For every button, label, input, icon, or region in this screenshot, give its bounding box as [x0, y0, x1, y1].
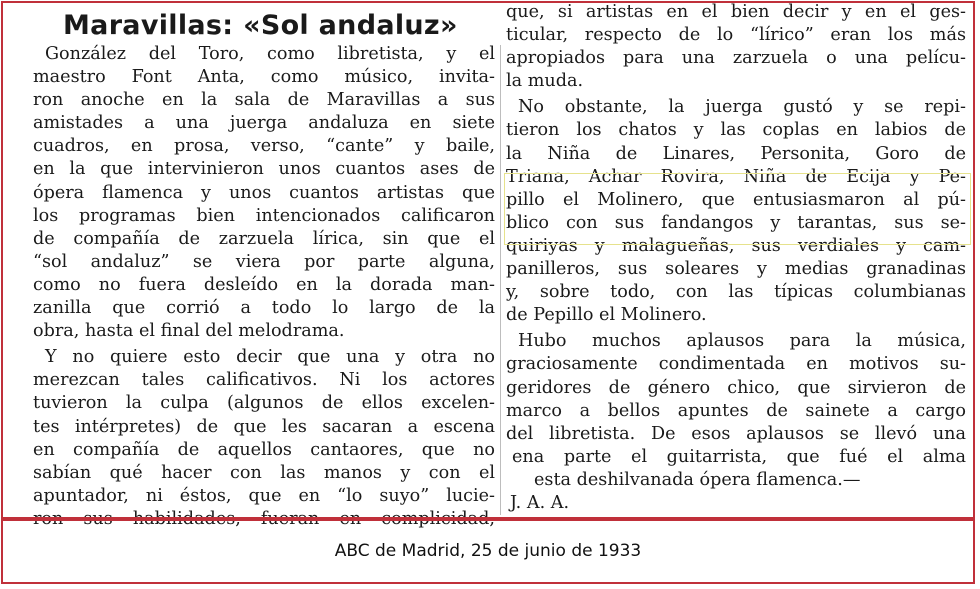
text-line: zanilla que corrió a todo lo largo de la	[33, 298, 495, 319]
author-signature: J. A. A.	[510, 492, 570, 513]
text-line: tes intérpretes) de que les sacaran a escena	[33, 416, 495, 437]
text-line: la Niña de Linares, Personita, Goro de	[506, 143, 966, 164]
paragraph-3	[506, 96, 966, 327]
text-line: que, si artistas en el bien decir y en el ges-	[506, 2, 966, 22]
text-line: panilleros, sus soleares y medias granadinas	[506, 259, 966, 280]
text-line: de compañía de zarzuela lírica, sin que el	[33, 228, 495, 249]
text-line: obra, hasta el final del melodrama.	[33, 321, 345, 342]
text-line: la muda.	[506, 71, 584, 92]
text-line: sabían qué hacer con las manos y con el	[33, 462, 495, 483]
text-line: ron anoche en la sala de Maravillas a sus	[33, 90, 495, 111]
paragraph-1	[33, 43, 495, 343]
paragraph-4	[506, 330, 966, 515]
text-line: González del Toro, como libretista, y el	[45, 44, 495, 64]
text-line: amistades a una juerga andaluza en siete	[33, 113, 495, 134]
text-line: del libretista. De esos aplausos se llevó una	[506, 423, 966, 444]
text-line: y, sobre todo, con las típicas columbianas	[506, 282, 966, 303]
text-line: quiriyas y malagueñas, sus verdiales y cam-	[506, 235, 966, 256]
text-line: geridores de género chico, que sirvieron de	[506, 377, 966, 398]
text-line: ticular, respecto de lo “lírico” eran los más	[506, 25, 966, 46]
paragraph-2-cont	[506, 1, 966, 93]
text-line: tieron los chatos y las coplas en labios de	[506, 120, 966, 141]
text-line: marco a bellos apuntes de sainete a cargo	[506, 400, 966, 421]
text-line: Triana, Achar Rovira, Niña de Ecija y Pe-	[506, 166, 966, 187]
right-column	[506, 1, 966, 515]
text-line: tuvieron la culpa (algunos de ellos excelen-	[33, 393, 495, 414]
text-line: No obstante, la juerga gustó y se repi-	[518, 97, 966, 118]
column-divider	[500, 45, 501, 515]
text-line: en compañía de aquellos cantaores, que no	[33, 439, 495, 460]
text-line: “sol andaluz” se viera por parte alguna,	[33, 251, 495, 272]
text-line: cuadros, en prosa, verso, “cante” y baile,	[33, 136, 495, 157]
text-line: graciosamente condimentada en motivos su-	[506, 354, 966, 375]
text-line: Hubo muchos aplausos para la música,	[518, 331, 966, 352]
text-line: como no fuera desleído en la dorada man-	[33, 274, 495, 295]
text-line: ena parte el guitarrista, que fué el alma	[512, 446, 966, 467]
text-line: los programas bien intencionados calificaron	[33, 205, 495, 226]
source-caption: ABC de Madrid, 25 de junio de 1933	[334, 541, 642, 561]
text-line: Y no quiere esto decir que una y otra no	[45, 347, 495, 368]
left-column	[33, 11, 495, 531]
text-line: merezcan tales calificativos. Ni los actores	[33, 370, 495, 391]
newspaper-clipping	[3, 3, 973, 517]
text-line: de Pepillo el Molinero.	[506, 305, 707, 326]
text-line: esta deshilvanada ópera flamenca.—	[534, 469, 861, 490]
article-headline: Maravillas: «Sol andaluz»	[63, 10, 458, 41]
text-line: blico con sus fandangos y tarantas, sus se-	[506, 212, 966, 233]
text-line: apuntador, ni éstos, que en “lo suyo” lucie-	[33, 485, 495, 506]
paragraph-2	[33, 346, 495, 531]
text-line: maestro Font Anta, como músico, invita-	[33, 67, 495, 88]
text-line: en la que intervinieron unos cuantos ases de	[33, 159, 495, 180]
text-line: apropiados para una zarzuela o una pelícu-	[506, 48, 966, 69]
text-line: pillo el Molinero, que entusiasmaron al pú-	[506, 189, 966, 210]
text-line: ópera flamenca y unos cuantos artistas que	[33, 182, 495, 203]
